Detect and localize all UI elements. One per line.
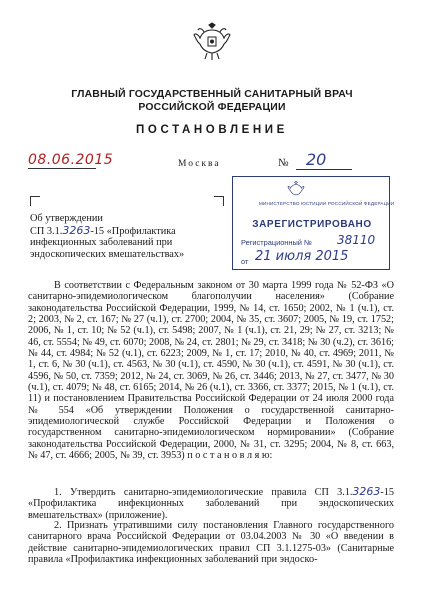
stamp-reg-number: 38110 [337, 233, 376, 247]
stamp-emblem-icon [287, 181, 305, 199]
subject-corner-left [30, 196, 40, 206]
issuer-title-line2: РОССИЙСКОЙ ФЕДЕРАЦИИ [138, 102, 286, 113]
stamp-from-label: от [241, 257, 249, 266]
document-type: ПОСТАНОВЛЕНИЕ [136, 124, 288, 136]
document-subject [30, 213, 220, 260]
document-number: 20 [306, 150, 327, 169]
clause-2: 2. Признать утратившими силу постановления Главного государственного санитарного врача Российской Федерации от 03.04.2003 № 30 «О введении в действие санитарно-эпидемиологических правил СП 3.1.1275-03» (Санитарные правила «Профилактика инфекционных заболеваний при эндоско- [28, 520, 394, 566]
subject-line1: Об утверждении [30, 213, 103, 224]
subject-line2-prefix: СП 3.1. [30, 225, 63, 237]
clause-1-handwritten-number: 3263 [352, 485, 381, 498]
registration-stamp [232, 176, 395, 270]
document-date: 08.06.2015 [28, 152, 114, 168]
subject-line2-suffix: -15 «Профилактика [90, 225, 176, 237]
subject-handwritten-number: 3263 [62, 223, 91, 237]
stamp-reg-date: 21 июля 2015 [255, 249, 349, 264]
stamp-reg-label: Регистрационный № [241, 238, 312, 247]
subject-corner-right [214, 196, 224, 206]
clause-1 [28, 486, 394, 521]
subject-line2 [30, 225, 220, 238]
clause-1-suffix: -15 «Профилактика инфекционных заболеваний при эндоскопических вмешательствах» (приложение). [28, 487, 394, 521]
subject-line4: эндоскопических вмешательствах» [30, 248, 185, 260]
number-sign: № [278, 157, 289, 169]
subject-line3: инфекционных заболеваний при [30, 237, 173, 249]
stamp-ministry: МИНИСТЕРСТВО ЮСТИЦИИ РОССИЙСКОЙ ФЕДЕРАЦИИ [259, 201, 395, 206]
city: Москва [178, 159, 221, 169]
date-underline [28, 168, 96, 169]
number-underline [296, 169, 352, 170]
double-headed-eagle-emblem-icon [192, 22, 232, 62]
clause-1-prefix: 1. Утвердить санитарно-эпидемиологические правила СП 3.1. [54, 487, 353, 498]
issuer-title [0, 88, 424, 114]
issuer-title-line1: ГЛАВНЫЙ ГОСУДАРСТВЕННЫЙ САНИТАРНЫЙ ВРАЧ [71, 89, 353, 100]
stamp-registered: ЗАРЕГИСТРИРОВАНО [252, 219, 372, 230]
preamble-paragraph: В соответствии с Федеральным законом от 30 марта 1999 года № 52-ФЗ «О санитарно-эпидемиологическом благополучии населения» (Собрание законодательства Российской Федерации, 1999, № 14, ст. 1650; 2002, № 1 (ч.1), ст. 2; 2003, № 2, ст. 167; № 27 (ч.1), ст. 2700; 2004, № 35, ст. 3607; 2005, № 19, ст. 1752; 2006, № 1, ст. 10; № 52 (ч.1), ст. 5498; 2007, № 1 (ч.1), ст. 21, 29; № 27, ст. 3213; № 46, ст. 5554; № 49, ст. 6070; 2008, № 24, ст. 2801; № 29, ст. 3418; № 30 (ч.2), ст. 3616; № 44, ст. 4984; № 52 (ч.1), ст. 6223; 2009, № 1, ст. 17; 2010, № 40, ст. 4969; 2011, № 1, ст. 6, № 30 (ч.1), ст. 4563, № 30 (ч.1), ст. 4590, № 30 (ч.1), ст. 4591, № 30 (ч.1), ст. 4596, № 50, ст. 7359; 2012, № 24, ст. 3069, № 26, ст. 3446; 2013, № 27, ст. 3477, № 30 (ч.1), ст. 4079; № 48, ст. 6165; 2014, № 26 (ч.1), ст. 3366, ст. 3377; 2015, № 1 (ч.1), ст. 11) и постановлением Правительства Российской Федерации от 24 июля 2000 года № 554 «Об утверждении Положения о государственной санитарно-эпидемиологической службе Российской Федерации и Положения о государственном санитарно-эпидемиологическом нормировании» (Собрание законодательства Российской Федерации, 2000, № 31, ст. 3295; 2004, № 8, ст. 663, № 47, ст. 4666; 2005, № 39, ст. 3953) п о с т а н о в л я ю: [28, 280, 394, 462]
